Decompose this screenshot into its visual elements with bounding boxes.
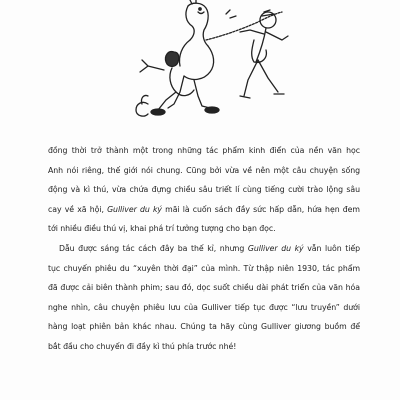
paragraph-1 — [48, 141, 360, 239]
text-segment: Dẫu được sáng tác cách đây ba thế kỉ, nhưng — [59, 243, 248, 253]
body-text — [48, 141, 360, 357]
text-segment: đồng thời trở thành một trong những tác phẩm kinh điển của nền văn học — [48, 146, 360, 155]
book-title-italic: Gulliver du ký — [247, 243, 304, 253]
text-segment: động và kì thú, vừa chứa đựng chiều sâu triết lí cùng tiếng cười trào lộng sâu — [48, 185, 360, 195]
text-line — [48, 239, 360, 259]
text-segment: tới nhiều điều thú vị, khai phá trí tưởng tượng cho bạn đọc. — [48, 224, 276, 234]
cartoon-tug-of-war-icon — [118, 0, 293, 128]
text-line — [48, 278, 360, 298]
book-title-italic: Gulliver du ký — [107, 204, 162, 214]
text-line — [48, 141, 360, 161]
text-segment: hàng loạt phiên bản khác nhau. Chúng ta hãy cùng Gulliver giương buồm để — [48, 322, 360, 332]
text-segment: mãi là cuốn sách đầy sức hấp dẫn, hứa hẹn đem — [161, 204, 360, 214]
text-segment: bắt đầu cho chuyến đi đầy kì thú phía trước nhé! — [48, 341, 237, 351]
text-line — [48, 259, 360, 279]
text-line — [48, 219, 360, 239]
text-segment: Anh nói riêng, thế giới nói chung. Cũng bởi vừa về nên một câu chuyện sống — [48, 165, 360, 175]
text-line — [48, 317, 360, 337]
text-segment: cay về xã hội, — [48, 204, 108, 214]
text-segment: tục chuyến phiêu du “xuyên thời đại” của mình. Từ thập niên 1930, tác phẩm — [48, 263, 360, 273]
text-segment: nghe nhìn, câu chuyện phiêu lưu của Gulliver tiếp tục được “lưu truyền” dưới — [48, 302, 360, 312]
text-line — [48, 161, 360, 181]
text-line — [48, 200, 360, 220]
text-segment: đã được cải biên thành phim; sau đó, dọc suốt chiều dài phát triển của văn hóa — [48, 283, 360, 293]
text-line — [48, 337, 360, 357]
text-segment: vẫn luôn tiếp — [303, 243, 361, 253]
text-line — [48, 298, 360, 318]
text-line — [48, 180, 360, 200]
paragraph-2 — [48, 239, 360, 357]
